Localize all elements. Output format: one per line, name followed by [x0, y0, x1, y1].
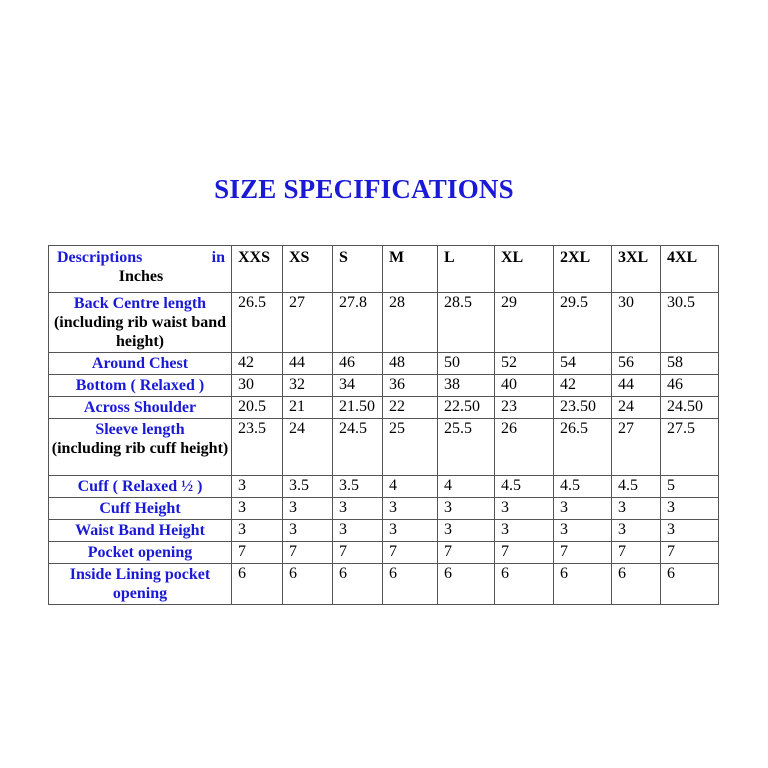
row-label: Back Centre length [73, 295, 207, 312]
table-cell: 6 [283, 564, 333, 605]
row-label: Bottom ( Relaxed ) [75, 377, 205, 394]
table-cell: 7 [333, 542, 383, 564]
row-description [49, 520, 232, 542]
table-cell: 27 [283, 293, 333, 353]
row-label: Around Chest [91, 355, 189, 372]
size-header-4xl: 4XL [661, 246, 719, 293]
table-cell: 32 [283, 375, 333, 397]
size-header-xl: XL [495, 246, 554, 293]
table-cell: 54 [554, 353, 612, 375]
table-cell: 7 [661, 542, 719, 564]
table-row [49, 564, 719, 605]
table-cell: 58 [661, 353, 719, 375]
table-cell: 42 [232, 353, 283, 375]
size-header-xxs: XXS [232, 246, 283, 293]
size-header-m: M [383, 246, 438, 293]
table-cell: 21.50 [333, 397, 383, 419]
table-cell: 44 [612, 375, 661, 397]
table-cell: 36 [383, 375, 438, 397]
row-description [49, 476, 232, 498]
table-cell: 30 [612, 293, 661, 353]
table-cell: 40 [495, 375, 554, 397]
table-cell: 3 [383, 498, 438, 520]
table-cell: 25 [383, 419, 438, 476]
table-cell: 30.5 [661, 293, 719, 353]
size-header-s: S [333, 246, 383, 293]
table-header-row [49, 246, 719, 293]
row-description [49, 353, 232, 375]
table-cell: 46 [661, 375, 719, 397]
table-cell: 21 [283, 397, 333, 419]
table-cell: 6 [612, 564, 661, 605]
table-cell: 3 [283, 520, 333, 542]
table-cell: 6 [383, 564, 438, 605]
table-cell: 7 [283, 542, 333, 564]
table-cell: 6 [495, 564, 554, 605]
table-cell: 20.5 [232, 397, 283, 419]
row-description [49, 564, 232, 605]
table-cell: 29 [495, 293, 554, 353]
size-spec-table [48, 245, 719, 605]
table-cell: 50 [438, 353, 495, 375]
row-description [49, 397, 232, 419]
table-cell: 6 [333, 564, 383, 605]
row-description [49, 542, 232, 564]
descriptions-label: Descriptions [57, 249, 143, 266]
row-label: Inside Lining pocket opening [69, 566, 211, 602]
in-label: in [211, 249, 225, 266]
table-cell: 24.50 [661, 397, 719, 419]
table-cell: 3 [232, 476, 283, 498]
row-label: Cuff ( Relaxed ½ ) [77, 478, 203, 495]
table-row [49, 520, 719, 542]
size-header-l: L [438, 246, 495, 293]
table-cell: 26.5 [554, 419, 612, 476]
table-cell: 29.5 [554, 293, 612, 353]
table-cell: 24 [283, 419, 333, 476]
table-cell: 3.5 [333, 476, 383, 498]
size-header-xs: XS [283, 246, 333, 293]
table-cell: 23.50 [554, 397, 612, 419]
table-cell: 23 [495, 397, 554, 419]
table-cell: 30 [232, 375, 283, 397]
table-cell: 3 [333, 520, 383, 542]
row-sublabel: (including rib waist band height) [53, 314, 227, 350]
row-description [49, 293, 232, 353]
page-title: SIZE SPECIFICATIONS [214, 174, 514, 204]
table-row [49, 353, 719, 375]
table-cell: 26.5 [232, 293, 283, 353]
table-cell: 56 [612, 353, 661, 375]
table-cell: 27.8 [333, 293, 383, 353]
table-cell: 3 [232, 498, 283, 520]
row-label: Across Shoulder [83, 399, 197, 416]
table-cell: 4.5 [495, 476, 554, 498]
table-cell: 6 [438, 564, 495, 605]
table-cell: 3 [554, 498, 612, 520]
table-cell: 4 [383, 476, 438, 498]
table-cell: 3 [554, 520, 612, 542]
table-cell: 3 [661, 498, 719, 520]
table-cell: 24.5 [333, 419, 383, 476]
table-cell: 5 [661, 476, 719, 498]
table-cell: 3 [383, 520, 438, 542]
table-cell: 3 [232, 520, 283, 542]
table-cell: 22 [383, 397, 438, 419]
row-label: Pocket opening [87, 544, 193, 561]
table-cell: 46 [333, 353, 383, 375]
size-header-2xl: 2XL [554, 246, 612, 293]
table-cell: 3 [333, 498, 383, 520]
table-cell: 52 [495, 353, 554, 375]
row-label: Cuff Height [99, 500, 181, 517]
table-cell: 3 [612, 498, 661, 520]
table-cell: 7 [495, 542, 554, 564]
row-description [49, 375, 232, 397]
table-cell: 3 [283, 498, 333, 520]
row-description [49, 419, 232, 476]
table-cell: 27 [612, 419, 661, 476]
table-cell: 3 [495, 520, 554, 542]
table-cell: 3 [612, 520, 661, 542]
table-row [49, 293, 719, 353]
table-cell: 6 [661, 564, 719, 605]
inches-label: Inches [118, 268, 164, 285]
table-cell: 26 [495, 419, 554, 476]
table-cell: 24 [612, 397, 661, 419]
table-row [49, 498, 719, 520]
table-cell: 4.5 [612, 476, 661, 498]
table-row [49, 476, 719, 498]
table-cell: 42 [554, 375, 612, 397]
table-row [49, 397, 719, 419]
table-row [49, 419, 719, 476]
row-description [49, 498, 232, 520]
table-cell: 48 [383, 353, 438, 375]
table-cell: 3 [495, 498, 554, 520]
table-cell: 38 [438, 375, 495, 397]
table-row [49, 542, 719, 564]
table-cell: 3 [438, 498, 495, 520]
table-cell: 7 [438, 542, 495, 564]
table-cell: 25.5 [438, 419, 495, 476]
row-sublabel: (including rib cuff height) [51, 440, 229, 457]
table-cell: 28.5 [438, 293, 495, 353]
row-label: Sleeve length [95, 421, 185, 438]
table-cell: 7 [383, 542, 438, 564]
row-label: Waist Band Height [75, 522, 205, 539]
table-cell: 4.5 [554, 476, 612, 498]
table-cell: 27.5 [661, 419, 719, 476]
table-cell: 7 [612, 542, 661, 564]
table-cell: 44 [283, 353, 333, 375]
table-cell: 23.5 [232, 419, 283, 476]
table-cell: 34 [333, 375, 383, 397]
table-cell: 4 [438, 476, 495, 498]
table-cell: 3 [438, 520, 495, 542]
table-cell: 3.5 [283, 476, 333, 498]
table-cell: 3 [661, 520, 719, 542]
table-row [49, 375, 719, 397]
table-cell: 6 [554, 564, 612, 605]
descriptions-header [49, 246, 232, 293]
table-cell: 6 [232, 564, 283, 605]
table-cell: 22.50 [438, 397, 495, 419]
size-header-3xl: 3XL [612, 246, 661, 293]
table-cell: 7 [554, 542, 612, 564]
table-cell: 7 [232, 542, 283, 564]
table-cell: 28 [383, 293, 438, 353]
